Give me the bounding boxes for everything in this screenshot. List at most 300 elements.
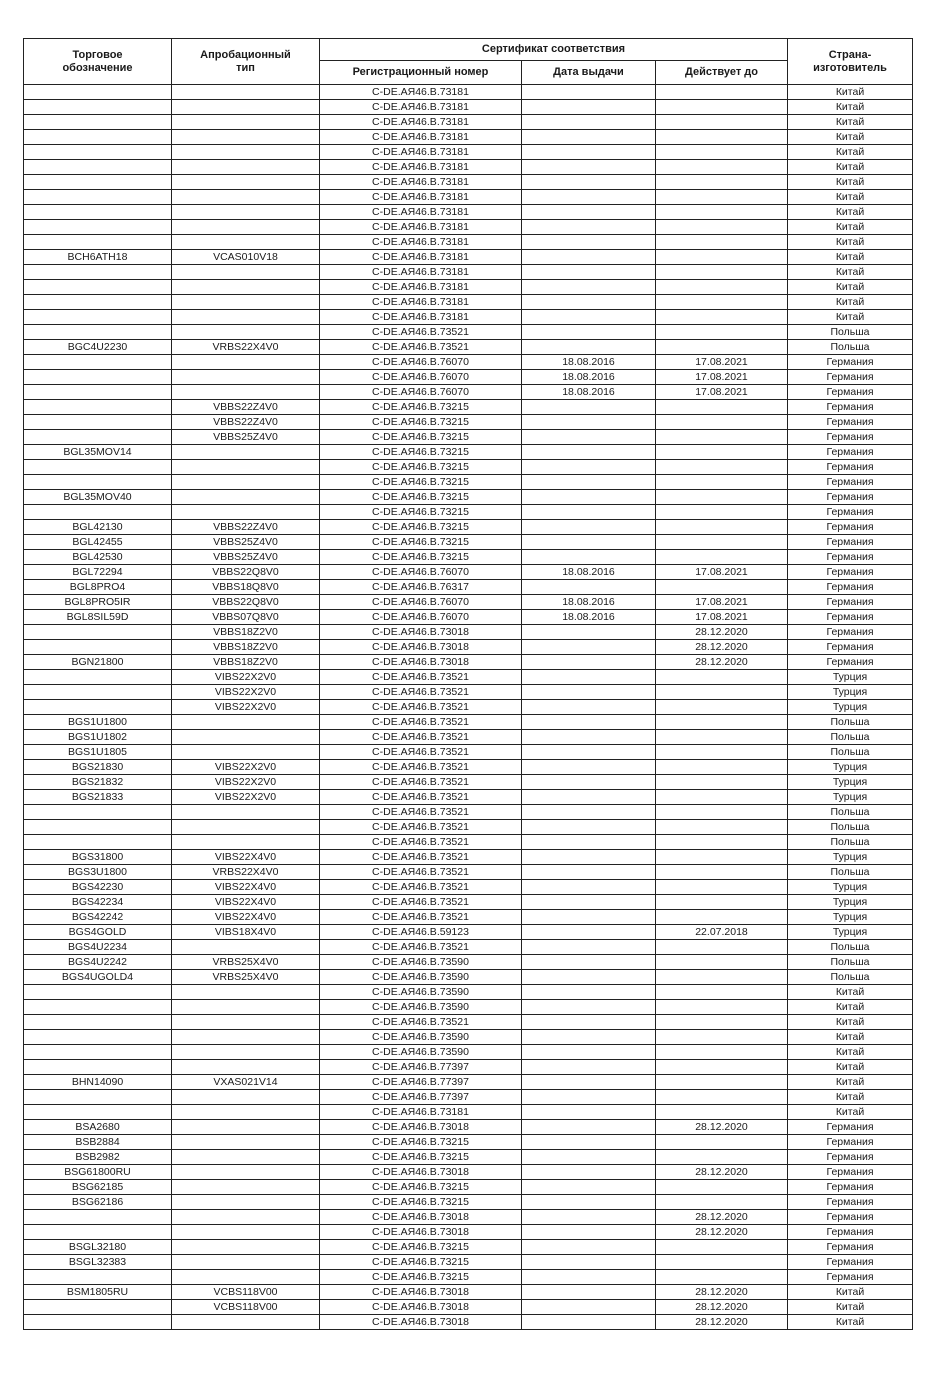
approval-type-cell (172, 235, 320, 250)
reg-number-cell: C-DE.АЯ46.В.73215 (320, 460, 522, 475)
reg-number-cell: C-DE.АЯ46.В.73521 (320, 835, 522, 850)
valid-until-cell (656, 1030, 788, 1045)
approval-type-cell: VCBS118V00 (172, 1285, 320, 1300)
table-row (24, 1195, 913, 1210)
table-row (24, 175, 913, 190)
valid-until-cell: 22.07.2018 (656, 925, 788, 940)
approval-type-cell: VRBS22X4V0 (172, 340, 320, 355)
table-row (24, 730, 913, 745)
reg-number-cell: C-DE.АЯ46.В.73181 (320, 175, 522, 190)
trade-name-cell (24, 370, 172, 385)
issue-date-cell (522, 985, 656, 1000)
issue-date-cell (522, 115, 656, 130)
table-row (24, 1075, 913, 1090)
valid-until-cell (656, 745, 788, 760)
country-cell: Польша (788, 940, 913, 955)
valid-until-cell (656, 1075, 788, 1090)
table-row (24, 1030, 913, 1045)
table-row (24, 550, 913, 565)
approval-type-cell (172, 715, 320, 730)
valid-until-cell (656, 790, 788, 805)
country-cell: Германия (788, 400, 913, 415)
reg-number-cell: C-DE.АЯ46.В.73181 (320, 310, 522, 325)
trade-name-cell: BGL42455 (24, 535, 172, 550)
issue-date-cell (522, 520, 656, 535)
country-cell: Германия (788, 1210, 913, 1225)
reg-number-cell: C-DE.АЯ46.В.73215 (320, 445, 522, 460)
trade-name-cell (24, 355, 172, 370)
approval-type-cell: VIBS22X2V0 (172, 790, 320, 805)
issue-date-cell (522, 865, 656, 880)
approval-type-cell: VIBS22X4V0 (172, 895, 320, 910)
issue-date-cell (522, 1030, 656, 1045)
issue-date-cell (522, 625, 656, 640)
trade-name-cell (24, 130, 172, 145)
valid-until-cell (656, 250, 788, 265)
table-row (24, 280, 913, 295)
approval-type-cell (172, 1015, 320, 1030)
valid-until-cell (656, 970, 788, 985)
table-row (24, 85, 913, 100)
trade-name-cell (24, 325, 172, 340)
trade-name-cell (24, 835, 172, 850)
approval-type-cell: VIBS22X4V0 (172, 880, 320, 895)
country-cell: Германия (788, 445, 913, 460)
reg-number-cell: C-DE.АЯ46.В.73215 (320, 1195, 522, 1210)
trade-name-cell: BSG62186 (24, 1195, 172, 1210)
reg-number-cell: C-DE.АЯ46.В.73215 (320, 1150, 522, 1165)
country-cell: Польша (788, 865, 913, 880)
trade-name-cell: BGL42530 (24, 550, 172, 565)
approval-type-cell: VBBS18Z2V0 (172, 640, 320, 655)
country-cell: Китай (788, 1105, 913, 1120)
reg-number-cell: C-DE.АЯ46.В.73215 (320, 1255, 522, 1270)
trade-name-cell: BGC4U2230 (24, 340, 172, 355)
country-cell: Турция (788, 910, 913, 925)
table-row (24, 910, 913, 925)
approval-type-cell: VRBS22X4V0 (172, 865, 320, 880)
country-cell: Китай (788, 85, 913, 100)
table-row (24, 475, 913, 490)
approval-type-cell (172, 205, 320, 220)
issue-date-cell (522, 1240, 656, 1255)
valid-until-cell: 28.12.2020 (656, 625, 788, 640)
table-row (24, 100, 913, 115)
table-row (24, 370, 913, 385)
country-cell: Турция (788, 775, 913, 790)
valid-until-cell (656, 325, 788, 340)
trade-name-cell (24, 175, 172, 190)
valid-until-header: Действует до (656, 61, 788, 85)
country-cell: Китай (788, 235, 913, 250)
reg-number-cell: C-DE.АЯ46.В.73018 (320, 1300, 522, 1315)
reg-number-cell: C-DE.АЯ46.В.73590 (320, 1045, 522, 1060)
table-row (24, 220, 913, 235)
issue-date-cell (522, 1210, 656, 1225)
issue-date-cell (522, 1090, 656, 1105)
approval-type-cell (172, 1195, 320, 1210)
country-cell: Турция (788, 760, 913, 775)
country-cell: Китай (788, 1075, 913, 1090)
table-row (24, 1105, 913, 1120)
reg-number-cell: C-DE.АЯ46.В.73181 (320, 1105, 522, 1120)
reg-number-cell: C-DE.АЯ46.В.73215 (320, 1180, 522, 1195)
reg-number-cell: C-DE.АЯ46.В.76070 (320, 370, 522, 385)
table-row (24, 760, 913, 775)
table-row (24, 400, 913, 415)
approval-type-cell (172, 1315, 320, 1330)
trade-name-cell (24, 265, 172, 280)
reg-number-cell: C-DE.АЯ46.В.73215 (320, 505, 522, 520)
table-row (24, 715, 913, 730)
trade-name-cell (24, 640, 172, 655)
valid-until-cell (656, 190, 788, 205)
issue-date-cell (522, 970, 656, 985)
reg-number-cell: C-DE.АЯ46.В.76070 (320, 595, 522, 610)
trade-name-cell: BGS4UGOLD4 (24, 970, 172, 985)
trade-name-cell (24, 280, 172, 295)
valid-until-cell (656, 775, 788, 790)
valid-until-cell (656, 1015, 788, 1030)
approval-type-cell: VIBS18X4V0 (172, 925, 320, 940)
table-row (24, 355, 913, 370)
reg-number-cell: C-DE.АЯ46.В.73018 (320, 1285, 522, 1300)
issue-date-cell (522, 820, 656, 835)
valid-until-cell (656, 1090, 788, 1105)
table-row (24, 640, 913, 655)
table-row (24, 1240, 913, 1255)
table-row (24, 655, 913, 670)
table-row (24, 190, 913, 205)
trade-name-cell (24, 295, 172, 310)
issue-date-header: Дата выдачи (522, 61, 656, 85)
approval-type-cell: VBBS25Z4V0 (172, 535, 320, 550)
country-cell: Турция (788, 880, 913, 895)
valid-until-cell (656, 475, 788, 490)
valid-until-cell (656, 760, 788, 775)
valid-until-cell (656, 235, 788, 250)
issue-date-cell (522, 505, 656, 520)
approval-type-cell (172, 1120, 320, 1135)
trade-name-cell (24, 1300, 172, 1315)
trade-name-cell (24, 1090, 172, 1105)
issue-date-cell (522, 145, 656, 160)
approval-type-cell (172, 1240, 320, 1255)
country-cell: Китай (788, 130, 913, 145)
valid-until-cell (656, 115, 788, 130)
country-cell: Польша (788, 970, 913, 985)
approval-type-cell (172, 385, 320, 400)
trade-name-cell (24, 115, 172, 130)
valid-until-cell (656, 490, 788, 505)
issue-date-cell (522, 130, 656, 145)
approval-type-cell: VBBS18Z2V0 (172, 625, 320, 640)
trade-name-cell: BSG62185 (24, 1180, 172, 1195)
trade-name-cell (24, 475, 172, 490)
trade-name-cell: BCH6ATH18 (24, 250, 172, 265)
approval-type-cell: VBBS22Q8V0 (172, 595, 320, 610)
reg-number-cell: C-DE.АЯ46.В.73181 (320, 85, 522, 100)
country-cell: Китай (788, 250, 913, 265)
valid-until-cell (656, 505, 788, 520)
issue-date-cell (522, 1195, 656, 1210)
valid-until-cell (656, 940, 788, 955)
country-cell: Китай (788, 265, 913, 280)
country-cell: Германия (788, 595, 913, 610)
approval-type-cell (172, 1060, 320, 1075)
table-row (24, 1150, 913, 1165)
trade-name-cell (24, 205, 172, 220)
trade-name-cell (24, 1210, 172, 1225)
country-cell: Германия (788, 1255, 913, 1270)
approval-type-cell (172, 1270, 320, 1285)
issue-date-cell (522, 805, 656, 820)
table-row (24, 160, 913, 175)
reg-number-cell: C-DE.АЯ46.В.73181 (320, 130, 522, 145)
issue-date-cell (522, 910, 656, 925)
reg-number-cell: C-DE.АЯ46.В.73181 (320, 280, 522, 295)
country-cell: Турция (788, 700, 913, 715)
trade-name-cell (24, 1225, 172, 1240)
table-row (24, 1090, 913, 1105)
reg-number-cell: C-DE.АЯ46.В.73521 (320, 715, 522, 730)
reg-number-cell: C-DE.АЯ46.В.73521 (320, 340, 522, 355)
table-row (24, 520, 913, 535)
certificate-table (23, 38, 913, 1330)
table-row (24, 130, 913, 145)
trade-name-cell: BHN14090 (24, 1075, 172, 1090)
country-cell: Китай (788, 1015, 913, 1030)
table-row (24, 880, 913, 895)
reg-number-cell: C-DE.АЯ46.В.76070 (320, 355, 522, 370)
valid-until-cell (656, 520, 788, 535)
country-cell: Китай (788, 1285, 913, 1300)
table-row (24, 490, 913, 505)
trade-name-cell (24, 1045, 172, 1060)
valid-until-cell (656, 850, 788, 865)
country-cell: Китай (788, 1045, 913, 1060)
table-row (24, 1000, 913, 1015)
reg-number-cell: C-DE.АЯ46.В.73521 (320, 745, 522, 760)
valid-until-cell (656, 310, 788, 325)
valid-until-cell (656, 865, 788, 880)
approval-type-cell (172, 1045, 320, 1060)
trade-name-cell: BGS42230 (24, 880, 172, 895)
reg-number-cell: C-DE.АЯ46.В.73018 (320, 1120, 522, 1135)
reg-number-cell: C-DE.АЯ46.В.73590 (320, 1030, 522, 1045)
table-row (24, 925, 913, 940)
trade-name-cell (24, 220, 172, 235)
table-row (24, 265, 913, 280)
issue-date-cell (522, 685, 656, 700)
trade-name-cell (24, 1270, 172, 1285)
reg-number-cell: C-DE.АЯ46.В.73181 (320, 205, 522, 220)
table-row (24, 1060, 913, 1075)
table-body (24, 85, 913, 1330)
issue-date-cell (522, 1060, 656, 1075)
approval-type-cell (172, 730, 320, 745)
trade-name-cell (24, 430, 172, 445)
valid-until-cell (656, 685, 788, 700)
table-row (24, 295, 913, 310)
table-row (24, 535, 913, 550)
approval-type-cell (172, 310, 320, 325)
valid-until-cell (656, 1270, 788, 1285)
approval-type-cell: VIBS22X2V0 (172, 760, 320, 775)
trade-name-cell: BGS1U1802 (24, 730, 172, 745)
approval-type-cell (172, 265, 320, 280)
approval-type-cell (172, 145, 320, 160)
country-header: Страна- изготовитель (788, 39, 913, 85)
trade-name-cell: BGL8SIL59D (24, 610, 172, 625)
trade-name-cell: BGL35MOV40 (24, 490, 172, 505)
approval-type-cell (172, 1210, 320, 1225)
issue-date-cell (522, 835, 656, 850)
issue-date-cell (522, 895, 656, 910)
table-row (24, 1270, 913, 1285)
approval-type-cell (172, 505, 320, 520)
valid-until-cell (656, 910, 788, 925)
valid-until-cell (656, 820, 788, 835)
reg-number-cell: C-DE.АЯ46.В.73181 (320, 145, 522, 160)
table-row (24, 340, 913, 355)
valid-until-cell (656, 205, 788, 220)
trade-name-cell: BGS42242 (24, 910, 172, 925)
issue-date-cell (522, 850, 656, 865)
country-cell: Китай (788, 985, 913, 1000)
trade-name-cell (24, 1000, 172, 1015)
country-cell: Германия (788, 550, 913, 565)
table-row (24, 415, 913, 430)
country-cell: Китай (788, 1315, 913, 1330)
reg-number-cell: C-DE.АЯ46.В.73215 (320, 520, 522, 535)
reg-number-cell: C-DE.АЯ46.В.73215 (320, 550, 522, 565)
valid-until-cell (656, 175, 788, 190)
trade-name-cell: BSGL32180 (24, 1240, 172, 1255)
reg-number-cell: C-DE.АЯ46.В.73521 (320, 670, 522, 685)
country-cell: Германия (788, 535, 913, 550)
valid-until-cell: 17.08.2021 (656, 595, 788, 610)
trade-name-cell: BGS21833 (24, 790, 172, 805)
valid-until-cell: 17.08.2021 (656, 385, 788, 400)
reg-number-cell: C-DE.АЯ46.В.73590 (320, 955, 522, 970)
approval-type-cell: VIBS22X2V0 (172, 775, 320, 790)
trade-name-cell (24, 460, 172, 475)
approval-type-cell: VRBS25X4V0 (172, 970, 320, 985)
approval-type-cell (172, 820, 320, 835)
issue-date-cell (522, 1105, 656, 1120)
approval-type-cell (172, 1000, 320, 1015)
table-row (24, 1135, 913, 1150)
country-cell: Германия (788, 1135, 913, 1150)
approval-type-cell: VCAS010V18 (172, 250, 320, 265)
reg-number-header: Регистрационный номер (320, 61, 522, 85)
trade-name-cell: BGS1U1805 (24, 745, 172, 760)
trade-name-cell: BGL42130 (24, 520, 172, 535)
approval-type-cell: VBBS18Z2V0 (172, 655, 320, 670)
country-cell: Китай (788, 1090, 913, 1105)
country-cell: Китай (788, 115, 913, 130)
table-row (24, 310, 913, 325)
trade-name-cell (24, 400, 172, 415)
valid-until-cell (656, 670, 788, 685)
country-cell: Германия (788, 415, 913, 430)
issue-date-cell (522, 1135, 656, 1150)
trade-name-cell: BSGL32383 (24, 1255, 172, 1270)
country-cell: Турция (788, 895, 913, 910)
table-row (24, 625, 913, 640)
trade-name-cell: BGS4U2234 (24, 940, 172, 955)
issue-date-cell (522, 1180, 656, 1195)
reg-number-cell: C-DE.АЯ46.В.73018 (320, 640, 522, 655)
valid-until-cell (656, 715, 788, 730)
country-cell: Турция (788, 850, 913, 865)
issue-date-cell (522, 955, 656, 970)
issue-date-cell (522, 1225, 656, 1240)
table-row (24, 820, 913, 835)
valid-until-cell (656, 145, 788, 160)
country-cell: Германия (788, 1150, 913, 1165)
reg-number-cell: C-DE.АЯ46.В.73181 (320, 220, 522, 235)
valid-until-cell: 28.12.2020 (656, 1300, 788, 1315)
reg-number-cell: C-DE.АЯ46.В.73215 (320, 1270, 522, 1285)
table-row (24, 685, 913, 700)
country-cell: Германия (788, 1180, 913, 1195)
trade-name-cell: BSM1805RU (24, 1285, 172, 1300)
issue-date-cell (522, 730, 656, 745)
approval-type-cell (172, 1105, 320, 1120)
trade-name-cell (24, 145, 172, 160)
issue-date-cell (522, 640, 656, 655)
trade-name-cell: BGS21830 (24, 760, 172, 775)
reg-number-cell: C-DE.АЯ46.В.73181 (320, 235, 522, 250)
approval-type-cell: VBBS25Z4V0 (172, 550, 320, 565)
approval-type-cell: VBBS22Z4V0 (172, 415, 320, 430)
issue-date-cell: 18.08.2016 (522, 385, 656, 400)
valid-until-cell (656, 1240, 788, 1255)
issue-date-cell (522, 1270, 656, 1285)
country-cell: Китай (788, 280, 913, 295)
table-row (24, 1180, 913, 1195)
country-cell: Китай (788, 175, 913, 190)
reg-number-cell: C-DE.АЯ46.В.73521 (320, 820, 522, 835)
table-row (24, 985, 913, 1000)
valid-until-cell (656, 430, 788, 445)
reg-number-cell: C-DE.АЯ46.В.73181 (320, 265, 522, 280)
issue-date-cell (522, 580, 656, 595)
approval-type-cell: VBBS22Q8V0 (172, 565, 320, 580)
table-row (24, 670, 913, 685)
country-cell: Турция (788, 670, 913, 685)
approval-type-cell (172, 460, 320, 475)
approval-type-cell: VBBS18Q8V0 (172, 580, 320, 595)
table-row (24, 1210, 913, 1225)
approval-type-cell: VBBS25Z4V0 (172, 430, 320, 445)
issue-date-cell (522, 1165, 656, 1180)
valid-until-cell (656, 1255, 788, 1270)
country-cell: Польша (788, 325, 913, 340)
approval-type-cell (172, 1225, 320, 1240)
table-row (24, 250, 913, 265)
country-cell: Польша (788, 955, 913, 970)
country-cell: Германия (788, 370, 913, 385)
issue-date-cell (522, 175, 656, 190)
issue-date-cell (522, 265, 656, 280)
reg-number-cell: C-DE.АЯ46.В.73590 (320, 985, 522, 1000)
issue-date-cell (522, 190, 656, 205)
reg-number-cell: C-DE.АЯ46.В.59123 (320, 925, 522, 940)
trade-name-header: Торговое обозначение (24, 39, 172, 85)
